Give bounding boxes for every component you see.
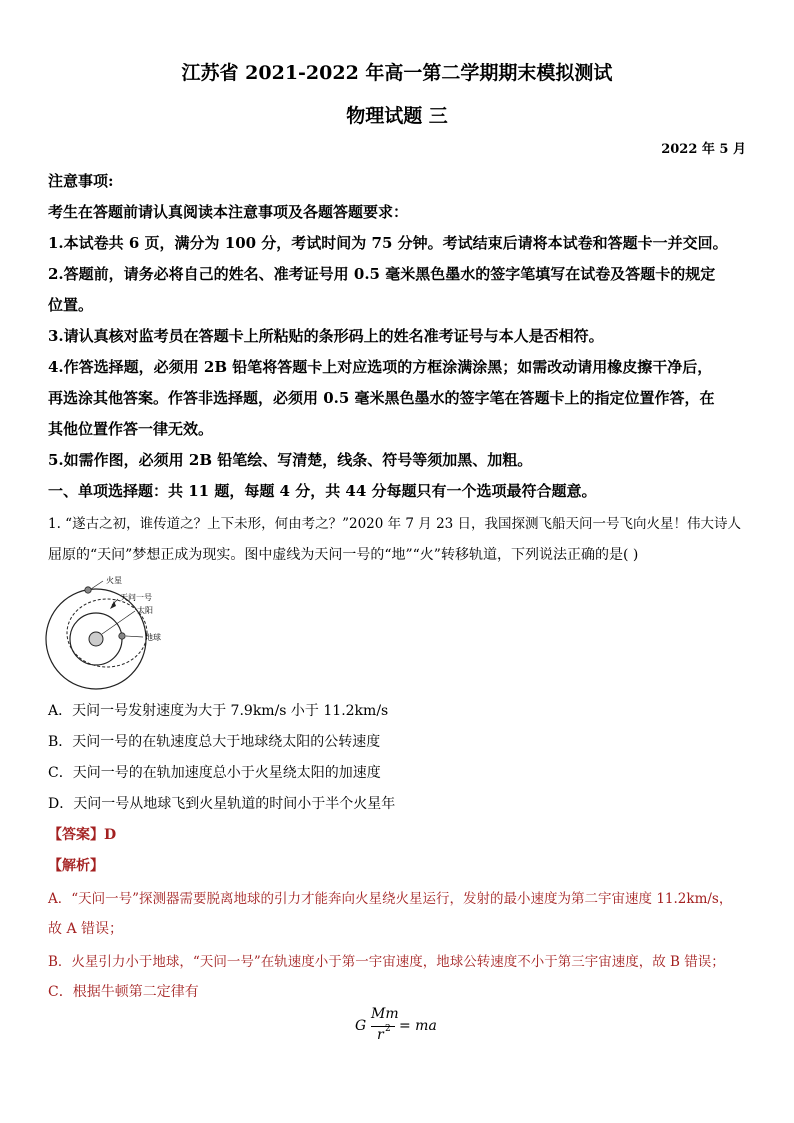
mars-label: 火星: [106, 576, 122, 585]
orbit-diagram: [40, 572, 190, 694]
notice-line: 4.作答选择题，必须用 2B 铅笔将答题卡上对应选项的方框涂满涂黑；如需改动请用橡皮擦干净后，: [48, 358, 713, 376]
formula-g: G: [355, 1018, 367, 1034]
option-a: A．天问一号发射速度为大于 7.9km/s 小于 11.2km/s: [48, 703, 389, 719]
transfer-orbit: [67, 599, 147, 667]
question-stem: 1. “遂古之初，谁传道之？上下未形，何由考之？”2020 年 7 月 23 日，我国探测飞船天问一号飞向火星！伟大诗人: [48, 516, 742, 532]
analysis-line: 故 A 错误；: [48, 921, 124, 937]
earth-label: 地球: [145, 633, 161, 642]
formula-exponent: 2: [385, 1024, 391, 1034]
notice-heading: 注意事项:: [48, 172, 114, 190]
formula-rhs: = ma: [399, 1018, 437, 1034]
analysis-line: B．火星引力小于地球，“天问一号”在轨速度小于第一宇宙速度，地球公转速度不小于第三宇宙速度，故 B 错误；: [48, 954, 725, 970]
question-stem: 屈原的“天问”梦想正成为现实。图中虚线为天问一号的“地”“火”转移轨道，下列说法正确的是( ): [48, 547, 639, 563]
analysis-heading: 【解析】: [48, 858, 104, 874]
earth-icon: [119, 633, 125, 639]
notice-line: 1.本试卷共 6 页，满分为 100 分，考试时间为 75 分钟。考试结束后请将本试卷和答题卡一并交回。: [48, 234, 728, 252]
notice-line: 5.如需作图，必须用 2B 铅笔绘、写清楚，线条、符号等须加黑、加粗。: [48, 451, 533, 469]
analysis-line: C．根据牛顿第二定律有: [48, 984, 199, 1000]
page-subtitle: 物理试题 三: [346, 105, 448, 127]
page-title: 江苏省 2021-2022 年高一第二学期期末模拟测试: [181, 62, 613, 84]
notice-line: 2.答题前，请务必将自己的姓名、准考证号用 0.5 毫米黑色墨水的签字笔填写在试卷及答题卡的规定: [48, 265, 716, 283]
notice-line: 位置。: [48, 296, 94, 314]
option-d: D．天问一号从地球飞到火星轨道的时间小于半个火星年: [48, 796, 396, 812]
sun-label: 太阳: [137, 606, 153, 615]
exam-date: 2022 年 5 月: [661, 142, 746, 157]
probe-label: 天问一号: [120, 593, 152, 602]
formula-denominator: r: [377, 1027, 384, 1043]
answer-label: 【答案】D: [48, 827, 117, 843]
notice-line: 再选涂其他答案。作答非选择题，必须用 0.5 毫米黑色墨水的签字笔在答题卡上的指定位置作答，在: [48, 389, 715, 407]
notice-line: 3.请认真核对监考员在答题卡上所粘贴的条形码上的姓名准考证号与本人是否相符。: [48, 327, 604, 345]
analysis-line: A．“天问一号”探测器需要脱离地球的引力才能奔向火星绕火星运行，发射的最小速度为第二宇宙速度 11.2km/s，: [48, 891, 733, 907]
option-c: C．天问一号的在轨加速度总小于火星绕太阳的加速度: [48, 765, 381, 781]
notice-line: 其他位置作答一律无效。: [48, 420, 214, 438]
section-heading: 一、单项选择题：共 11 题，每题 4 分，共 44 分每题只有一个选项最符合题意。: [48, 482, 597, 500]
option-b: B．天问一号的在轨速度总大于地球绕太阳的公转速度: [48, 734, 381, 750]
mars-icon: [85, 587, 91, 593]
formula-numerator: Mm: [371, 1006, 399, 1022]
notice-line: 考生在答题前请认真阅读本注意事项及各题答题要求：: [48, 203, 409, 221]
sun-icon: [89, 632, 103, 646]
